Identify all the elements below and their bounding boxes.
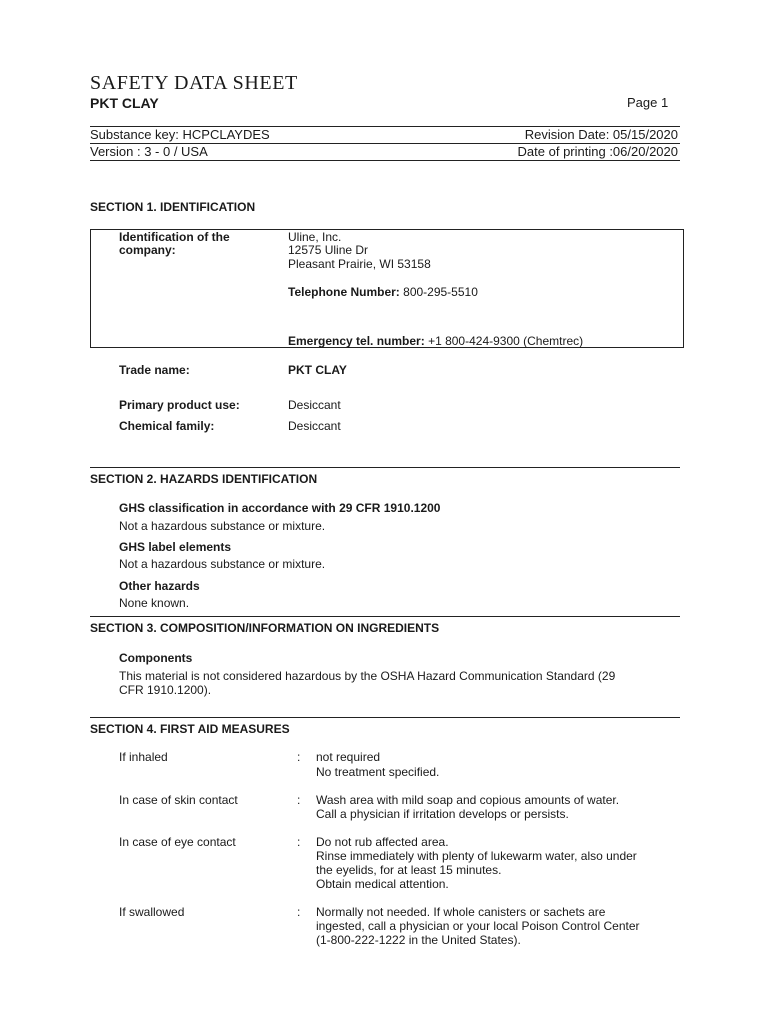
emergency-value: +1 800-424-9300 (Chemtrec)	[428, 334, 584, 348]
primary-use-value: Desiccant	[288, 398, 341, 412]
other-hazards-text: None known.	[119, 596, 190, 610]
skin-contact-line: Call a physician if irritation develops or persists.	[316, 807, 569, 821]
swallowed-line: Normally not needed. If whole canisters or sachets are	[316, 905, 606, 919]
company-label-line1: Identification of the	[119, 230, 230, 244]
swallowed-colon: :	[297, 905, 301, 919]
company-city: Pleasant Prairie, WI 53158	[288, 257, 431, 271]
version: Version : 3 - 0 / USA	[90, 144, 208, 159]
revision-date: Revision Date: 05/15/2020	[524, 127, 678, 142]
eye-contact-line: Do not rub affected area.	[316, 835, 449, 849]
components-heading: Components	[119, 651, 193, 665]
inhaled-line: No treatment specified.	[316, 765, 440, 779]
chemical-family-label: Chemical family:	[119, 419, 215, 433]
company-label-line2: company:	[119, 243, 176, 257]
emergency-label: Emergency tel. number:	[288, 334, 425, 348]
inhaled-label: If inhaled	[119, 750, 168, 764]
inhaled-line: not required	[316, 750, 381, 764]
header-rule-bottom	[90, 160, 680, 161]
inhaled-colon: :	[297, 750, 301, 764]
page-indicator	[627, 95, 668, 110]
telephone-label: Telephone Number:	[288, 285, 400, 299]
section3-rule	[90, 616, 680, 617]
telephone-row	[288, 285, 478, 299]
eye-contact-line: Rinse immediately with plenty of lukewarm water, also under	[316, 849, 637, 863]
section4-rule	[90, 717, 680, 718]
components-text-line2: CFR 1910.1200).	[119, 683, 212, 697]
trade-name-label: Trade name:	[119, 363, 190, 377]
substance-key: Substance key: HCPCLAYDES	[90, 127, 270, 142]
page-number: 1	[661, 95, 669, 110]
eye-contact-label: In case of eye contact	[119, 835, 236, 849]
section1-heading: SECTION 1. IDENTIFICATION	[90, 200, 256, 214]
section4-heading: SECTION 4. FIRST AID MEASURES	[90, 722, 290, 736]
skin-contact-line: Wash area with mild soap and copious amounts of water.	[316, 793, 620, 807]
ghs-classification-text: Not a hazardous substance or mixture.	[119, 519, 326, 533]
product-name: PKT CLAY	[90, 95, 159, 111]
telephone-value: 800-295-5510	[403, 285, 478, 299]
skin-contact-label: In case of skin contact	[119, 793, 238, 807]
ghs-label-heading: GHS label elements	[119, 540, 232, 554]
components-text-line1: This material is not considered hazardous by the OSHA Hazard Communication Standard (29	[119, 669, 616, 683]
swallowed-label: If swallowed	[119, 905, 185, 919]
ghs-classification-heading: GHS classification in accordance with 29 CFR 1910.1200	[119, 501, 441, 515]
trade-name-value: PKT CLAY	[288, 363, 347, 377]
document-title: SAFETY DATA SHEET	[90, 72, 298, 94]
section2-rule	[90, 467, 680, 468]
other-hazards-heading: Other hazards	[119, 579, 200, 593]
eye-contact-colon: :	[297, 835, 301, 849]
eye-contact-line: Obtain medical attention.	[316, 877, 449, 891]
eye-contact-line: the eyelids, for at least 15 minutes.	[316, 863, 502, 877]
page-label: Page	[627, 95, 658, 110]
ghs-label-text: Not a hazardous substance or mixture.	[119, 557, 326, 571]
printing-date: Date of printing :06/20/2020	[517, 144, 678, 159]
section2-heading: SECTION 2. HAZARDS IDENTIFICATION	[90, 472, 318, 486]
swallowed-line: (1-800-222-1222 in the United States).	[316, 933, 521, 947]
company-name: Uline, Inc.	[288, 230, 342, 244]
section3-heading: SECTION 3. COMPOSITION/INFORMATION ON INGREDIENTS	[90, 621, 440, 635]
emergency-row	[288, 334, 583, 348]
chemical-family-value: Desiccant	[288, 419, 341, 433]
swallowed-line: ingested, call a physician or your local Poison Control Center	[316, 919, 640, 933]
company-street: 12575 Uline Dr	[288, 243, 369, 257]
skin-contact-colon: :	[297, 793, 301, 807]
primary-use-label: Primary product use:	[119, 398, 240, 412]
